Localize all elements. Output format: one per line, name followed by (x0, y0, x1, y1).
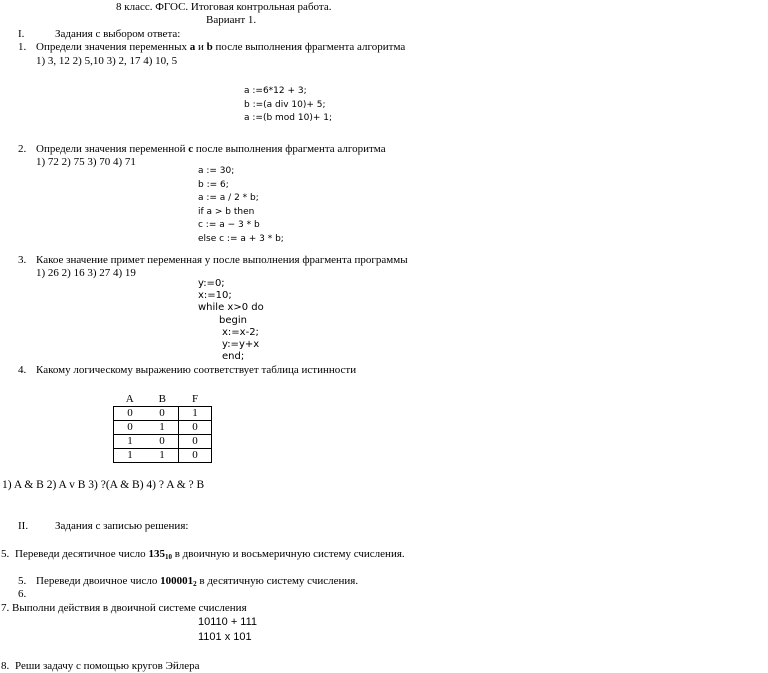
q1-text: Определи значения переменных a и b после выполнения фрагмента алгоритма (36, 41, 406, 53)
q1-code-line: a :=(b mod 10)+ 1; (244, 113, 333, 123)
q4-options: 1) A & B 2) A v B 3) ?(A & B) 4) ? A & ? B (2, 479, 205, 491)
q3-number: 3. (18, 254, 27, 266)
q5a-number: 5. (1, 548, 10, 560)
q6-number: 6. (18, 588, 27, 600)
q2-code-line: b := 6; (198, 179, 229, 190)
q2-code-line: else c := a + 3 * b; (198, 233, 284, 244)
q3-code-line: x:=10; (198, 290, 232, 302)
q1-code-line: a :=6*12 + 3; (244, 86, 307, 96)
q2-code-line: if a > b then (198, 206, 255, 217)
truth-table-cell: 0 (146, 435, 179, 449)
q7-text: Выполни действия в двоичной системе счисления (12, 602, 247, 614)
truth-table-row (114, 421, 212, 435)
section2-number: II. (18, 520, 29, 532)
truth-table-row (114, 407, 212, 421)
q3-code-line: end; (222, 351, 245, 363)
q4-number: 4. (18, 364, 27, 376)
q3-code-line: while x>0 do (198, 302, 264, 314)
q2-text: Определи значения переменной c после выполнения фрагмента алгоритма (36, 143, 386, 155)
truth-table-cell: 0 (179, 435, 212, 449)
q5b-number: 5. (18, 575, 27, 587)
q8-text: Реши задачу с помощью кругов Эйлера (15, 660, 200, 672)
q5b-text: Переведи двоичное число $100001_2$ в десятичную систему счисления. (36, 575, 359, 588)
truth-table-cell: 0 (114, 407, 147, 421)
truth-table-header-cell: A (114, 393, 147, 407)
q2-options: 1) 72 2) 75 3) 70 4) 71 (36, 156, 136, 168)
document-title: 8 класс. ФГОС. Итоговая контрольная работа. (116, 1, 332, 13)
q4-text: Какому логическому выражению соответствует таблица истинности (36, 364, 357, 376)
q3-code-line: y:=0; (198, 278, 225, 289)
q3-code-line: y:=y+x (222, 339, 260, 351)
truth-table-cell: 0 (179, 449, 212, 463)
q2-code-line: c := a − 3 * b (198, 220, 260, 230)
truth-table-header-cell: F (179, 393, 212, 407)
q3-text: Какое значение примет переменная y после выполнения фрагмента программы (36, 254, 408, 266)
q2-code (198, 165, 284, 246)
q1-code (244, 85, 332, 126)
q7-number: 7. (1, 602, 10, 614)
section1-number: I. (18, 28, 25, 40)
q1-options: 1) 3, 12 2) 5,10 3) 2, 17 4) 10, 5 (36, 55, 178, 67)
truth-table-cell: 0 (146, 407, 179, 421)
q3-code (198, 278, 264, 363)
truth-table-cell: 1 (114, 435, 147, 449)
truth-table-row (114, 435, 212, 449)
truth-table-cell: 0 (179, 421, 212, 435)
truth-table-header-cell: B (146, 393, 179, 407)
q8-number: 8. (1, 660, 10, 672)
q3-code-line: x:=x-2; (222, 326, 259, 338)
truth-table (113, 393, 212, 463)
truth-table-cell: 0 (114, 421, 147, 435)
variant-label: Вариант 1. (206, 14, 257, 26)
q3-code-line: begin (219, 314, 247, 326)
q7-operation: 10110 + 111 (198, 616, 258, 628)
q5a-text: Переведи десятичное число $135_{10}$ в двоичную и восьмеричную систему счисления. (15, 548, 405, 561)
truth-table-cell: 1 (146, 449, 179, 463)
section2-title: Задания с записью решения: (55, 520, 189, 532)
q3-options: 1) 26 2) 16 3) 27 4) 19 (36, 267, 136, 279)
section1-title: Задания с выбором ответа: (55, 28, 181, 40)
truth-table-cell: 1 (146, 421, 179, 435)
q2-number: 2. (18, 143, 27, 155)
q1-code-line: b :=(a div 10)+ 5; (244, 99, 326, 110)
truth-table-header (114, 393, 212, 407)
truth-table-cell: 1 (114, 449, 147, 463)
q1-number: 1. (18, 41, 27, 53)
q2-code-line: a := a / 2 * b; (198, 193, 259, 203)
truth-table-row (114, 449, 212, 463)
q7-operation: 1101 x 101 (198, 631, 252, 643)
q2-code-line: a := 30; (198, 166, 235, 176)
truth-table-cell: 1 (179, 407, 212, 421)
